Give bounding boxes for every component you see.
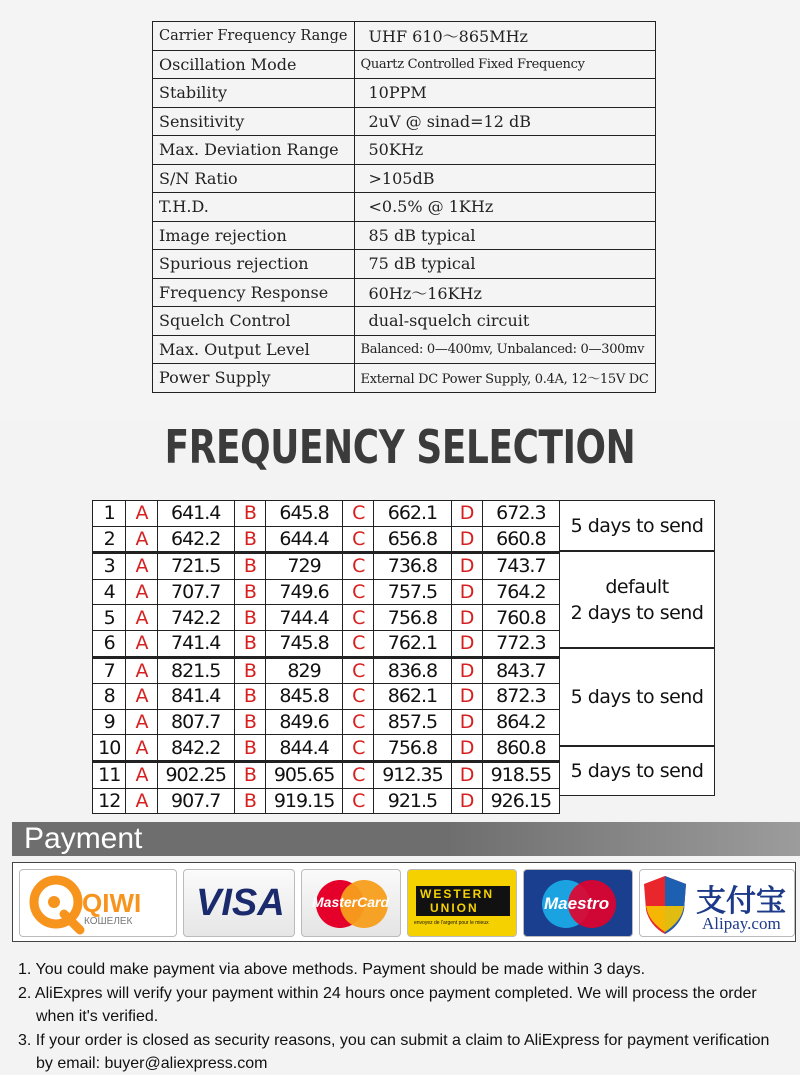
channel-letter: D [451, 657, 482, 684]
spec-value: External DC Power Supply, 0.4A, 12～15V DC [354, 364, 655, 393]
frequency-row [93, 501, 560, 527]
frequency-value: 918.55 [482, 761, 559, 788]
frequency-value: 729 [265, 553, 342, 580]
spec-key: Oscillation Mode [153, 50, 355, 79]
alipay-logo [639, 869, 795, 937]
channel-letter: A [126, 735, 157, 762]
frequency-value: 860.8 [482, 735, 559, 762]
spec-value: 85 dB typical [354, 221, 655, 250]
channel-letter: A [126, 605, 157, 631]
spec-value: Balanced: 0—400mv, Unbalanced: 0—300mv [354, 335, 655, 364]
channel-number: 10 [93, 735, 126, 762]
frequency-value: 756.8 [374, 605, 451, 631]
payment-note: 2. AliExpres will verify your payment within 24 hours once payment completed. We will process the order when it's verified. [18, 985, 757, 1025]
shipping-note-group-3 [560, 648, 715, 746]
spec-key: Spurious rejection [153, 250, 355, 279]
frequency-row [93, 788, 560, 814]
spec-row [153, 22, 656, 51]
channel-letter: A [126, 579, 157, 605]
qiwi-wordmark: QIWI [82, 888, 142, 918]
frequency-value: 902.25 [157, 761, 234, 788]
channel-letter: D [451, 579, 482, 605]
channel-letter: A [126, 788, 157, 814]
western-union-sub: envoyez de l'argent pour le mieux [414, 920, 489, 926]
spec-value: 50KHz [354, 136, 655, 165]
alipay-wordmark: Alipay.com [702, 914, 781, 933]
channel-letter: C [343, 579, 374, 605]
spec-value: 60Hz～16KHz [354, 278, 655, 307]
frequency-value: 660.8 [482, 526, 559, 553]
frequency-value: 844.4 [265, 735, 342, 762]
frequency-value: 743.7 [482, 553, 559, 580]
spec-row [153, 136, 656, 165]
frequency-row [93, 735, 560, 762]
frequency-value: 926.15 [482, 788, 559, 814]
channel-letter: C [343, 605, 374, 631]
frequency-value: 672.3 [482, 501, 559, 527]
payment-header-bar [12, 822, 800, 856]
spec-value: dual-squelch circuit [354, 307, 655, 336]
channel-letter: B [234, 501, 265, 527]
frequency-row [93, 630, 560, 657]
spec-section [0, 0, 800, 420]
channel-letter: A [126, 657, 157, 684]
frequency-row [93, 605, 560, 631]
spec-value: 2uV @ sinad=12 dB [354, 107, 655, 136]
spec-value: UHF 610～865MHz [354, 22, 655, 51]
channel-letter: B [234, 735, 265, 762]
frequency-row [93, 579, 560, 605]
frequency-value: 857.5 [374, 709, 451, 735]
western-union-logo [407, 869, 517, 937]
frequency-value: 764.2 [482, 579, 559, 605]
channel-number: 7 [93, 657, 126, 684]
channel-number: 1 [93, 501, 126, 527]
mastercard-wordmark: MasterCard [312, 894, 390, 910]
frequency-value: 642.2 [157, 526, 234, 553]
channel-number: 11 [93, 761, 126, 788]
frequency-row [93, 709, 560, 735]
frequency-value: 721.5 [157, 553, 234, 580]
frequency-value: 807.7 [157, 709, 234, 735]
frequency-row [93, 526, 560, 553]
spec-key: Frequency Response [153, 278, 355, 307]
spec-row [153, 278, 656, 307]
channel-number: 12 [93, 788, 126, 814]
channel-letter: C [343, 709, 374, 735]
channel-letter: D [451, 761, 482, 788]
shipping-note-text: 5 days to send [570, 686, 704, 708]
channel-letter: C [343, 788, 374, 814]
spec-key: Image rejection [153, 221, 355, 250]
frequency-value: 841.4 [157, 684, 234, 710]
mastercard-logo [301, 869, 401, 937]
frequency-value: 864.2 [482, 709, 559, 735]
channel-letter: B [234, 630, 265, 657]
frequency-value: 872.3 [482, 684, 559, 710]
channel-letter: B [234, 684, 265, 710]
payment-logos [12, 862, 796, 942]
frequency-value: 842.2 [157, 735, 234, 762]
western-union-line1: WESTERN [420, 887, 494, 901]
frequency-value: 829 [265, 657, 342, 684]
channel-letter: C [343, 501, 374, 527]
western-union-line2: UNION [430, 901, 479, 915]
frequency-value: 845.8 [265, 684, 342, 710]
frequency-value: 757.5 [374, 579, 451, 605]
spec-value: 75 dB typical [354, 250, 655, 279]
maestro-logo [523, 869, 633, 937]
spec-row [153, 364, 656, 393]
alipay-shield-icon [640, 870, 690, 937]
frequency-value: 912.35 [374, 761, 451, 788]
spec-key: T.H.D. [153, 193, 355, 222]
channel-letter: C [343, 761, 374, 788]
channel-letter: D [451, 526, 482, 553]
spec-key: Power Supply [153, 364, 355, 393]
channel-letter: D [451, 630, 482, 657]
channel-number: 8 [93, 684, 126, 710]
channel-letter: C [343, 735, 374, 762]
spec-key: S/N Ratio [153, 164, 355, 193]
visa-wordmark: VISA [196, 882, 285, 924]
frequency-value: 862.1 [374, 684, 451, 710]
frequency-value: 641.4 [157, 501, 234, 527]
frequency-selection-heading: FREQUENCY SELECTION [164, 420, 636, 474]
payment-note: 1. You could make payment via above methods. Payment should be made within 3 days. [18, 961, 646, 978]
spec-row [153, 250, 656, 279]
spec-value: 10PPM [354, 79, 655, 108]
channel-letter: D [451, 553, 482, 580]
qiwi-sub-label: КОШЕЛЕК [84, 916, 133, 927]
channel-letter: B [234, 761, 265, 788]
spec-table [152, 21, 656, 393]
channel-letter: B [234, 605, 265, 631]
channel-letter: A [126, 761, 157, 788]
frequency-value: 849.6 [265, 709, 342, 735]
spec-row [153, 79, 656, 108]
frequency-value: 772.3 [482, 630, 559, 657]
frequency-value: 736.8 [374, 553, 451, 580]
channel-letter: C [343, 684, 374, 710]
frequency-row [93, 761, 560, 788]
frequency-value: 762.1 [374, 630, 451, 657]
frequency-value: 707.7 [157, 579, 234, 605]
frequency-value: 836.8 [374, 657, 451, 684]
frequency-value: 760.8 [482, 605, 559, 631]
frequency-table [92, 500, 560, 814]
channel-letter: A [126, 526, 157, 553]
channel-letter: A [126, 501, 157, 527]
frequency-row [93, 553, 560, 580]
spec-key: Stability [153, 79, 355, 108]
frequency-value: 749.6 [265, 579, 342, 605]
frequency-value: 907.7 [157, 788, 234, 814]
frequency-value: 921.5 [374, 788, 451, 814]
frequency-value: 645.8 [265, 501, 342, 527]
channel-letter: B [234, 709, 265, 735]
spec-key: Sensitivity [153, 107, 355, 136]
channel-letter: B [234, 526, 265, 553]
frequency-value: 919.15 [265, 788, 342, 814]
frequency-row [93, 657, 560, 684]
channel-letter: B [234, 657, 265, 684]
frequency-value: 905.65 [265, 761, 342, 788]
visa-logo [183, 869, 295, 937]
frequency-value: 742.2 [157, 605, 234, 631]
channel-letter: D [451, 788, 482, 814]
shipping-note-text: 5 days to send [570, 760, 704, 782]
spec-key: Max. Deviation Range [153, 136, 355, 165]
spec-key: Squelch Control [153, 307, 355, 336]
maestro-wordmark: Maestro [544, 894, 610, 913]
channel-letter: C [343, 657, 374, 684]
frequency-row [93, 684, 560, 710]
channel-letter: C [343, 630, 374, 657]
channel-letter: C [343, 526, 374, 553]
channel-letter: D [451, 709, 482, 735]
frequency-value: 843.7 [482, 657, 559, 684]
frequency-value: 656.8 [374, 526, 451, 553]
channel-letter: D [451, 735, 482, 762]
spec-key: Max. Output Level [153, 335, 355, 364]
channel-number: 6 [93, 630, 126, 657]
spec-value: >105dB [354, 164, 655, 193]
shipping-note-default: default [605, 575, 669, 598]
payment-notes [18, 958, 788, 1075]
spec-value: <0.5% @ 1KHz [354, 193, 655, 222]
channel-letter: D [451, 684, 482, 710]
channel-letter: A [126, 684, 157, 710]
frequency-value: 745.8 [265, 630, 342, 657]
shipping-note-group-2 [560, 551, 715, 648]
spec-row [153, 221, 656, 250]
shipping-note-group-4 [560, 746, 715, 796]
channel-letter: B [234, 579, 265, 605]
shipping-note-group-1 [560, 500, 715, 551]
frequency-grid [92, 500, 715, 812]
channel-letter: C [343, 553, 374, 580]
spec-value: Quartz Controlled Fixed Frequency [354, 50, 655, 79]
spec-row [153, 307, 656, 336]
channel-letter: B [234, 788, 265, 814]
channel-letter: D [451, 501, 482, 527]
spec-row [153, 164, 656, 193]
channel-number: 3 [93, 553, 126, 580]
frequency-value: 821.5 [157, 657, 234, 684]
channel-letter: A [126, 553, 157, 580]
spec-row [153, 193, 656, 222]
shipping-note-text: 2 days to send [570, 601, 704, 624]
spec-row [153, 50, 656, 79]
channel-number: 4 [93, 579, 126, 605]
frequency-value: 662.1 [374, 501, 451, 527]
frequency-value: 644.4 [265, 526, 342, 553]
channel-letter: A [126, 630, 157, 657]
frequency-value: 741.4 [157, 630, 234, 657]
channel-number: 2 [93, 526, 126, 553]
spec-row [153, 335, 656, 364]
channel-letter: A [126, 709, 157, 735]
spec-key: Carrier Frequency Range [153, 22, 355, 51]
channel-number: 5 [93, 605, 126, 631]
payment-note: 3. If your order is closed as security reasons, you can submit a claim to AliExpress for payment verification by email: buyer@aliexpress.com [18, 1032, 770, 1072]
channel-letter: D [451, 605, 482, 631]
shipping-note-text: 5 days to send [570, 514, 704, 537]
channel-letter: B [234, 553, 265, 580]
alipay-chinese-wordmark: 支付宝 [696, 884, 786, 919]
payment-title: Payment [24, 822, 143, 855]
spec-row [153, 107, 656, 136]
channel-number: 9 [93, 709, 126, 735]
frequency-value: 756.8 [374, 735, 451, 762]
frequency-value: 744.4 [265, 605, 342, 631]
qiwi-logo [19, 869, 177, 937]
